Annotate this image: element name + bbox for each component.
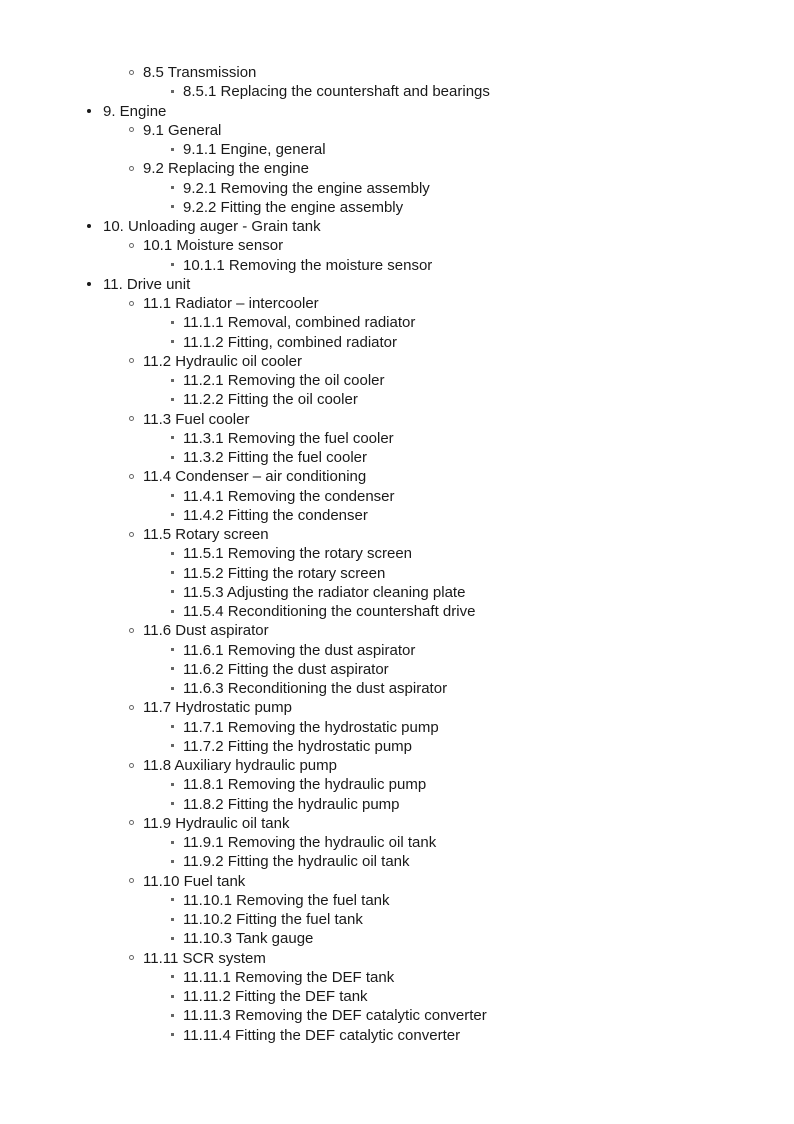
toc-entry-text: 9.2 Replacing the engine [143, 160, 309, 178]
toc-entry-level-3[interactable] [0, 910, 794, 929]
bullet-disc-icon [84, 217, 94, 236]
bullet-square-icon [167, 987, 177, 1006]
toc-entry-text: 11.2 Hydraulic oil cooler [143, 352, 302, 370]
toc-entry-level-1[interactable] [0, 217, 794, 236]
toc-entry-level-3[interactable] [0, 660, 794, 679]
toc-entry-text: 11.4.2 Fitting the condenser [183, 506, 368, 524]
bullet-circle-icon [126, 525, 136, 544]
bullet-square-icon [167, 660, 177, 679]
toc-entry-level-2[interactable] [0, 410, 794, 429]
toc-entry-level-3[interactable] [0, 544, 794, 563]
toc-entry-text: 11.8.1 Removing the hydraulic pump [183, 776, 427, 794]
toc-entry-text: 11.6.3 Reconditioning the dust aspirator [183, 680, 448, 697]
toc-entry-text: 11.11 SCR system [143, 949, 266, 967]
toc-entry-text: 11.5.1 Removing the rotary screen [183, 545, 413, 563]
bullet-square-icon [167, 487, 177, 506]
toc-entry-text: 8.5 Transmission [143, 64, 257, 81]
bullet-square-icon [167, 448, 177, 467]
bullet-square-icon [167, 775, 177, 794]
toc-entry-level-3[interactable] [0, 833, 794, 852]
toc-entry-text: 9. Engine [103, 102, 167, 120]
bullet-circle-icon [126, 236, 136, 255]
toc-entry-level-3[interactable] [0, 775, 794, 794]
toc-entry-text: 11.6 Dust aspirator [143, 622, 269, 640]
bullet-circle-icon [126, 814, 136, 833]
toc-entry-text: 10. Unloading auger - Grain tank [103, 218, 321, 235]
toc-entry-level-3[interactable] [0, 641, 794, 660]
bullet-square-icon [167, 833, 177, 852]
toc-entry-text: 9.1.1 Engine, general [183, 141, 326, 158]
bullet-square-icon [167, 737, 177, 756]
toc-entry-text: 11.9 Hydraulic oil tank [143, 814, 290, 832]
toc-entry-level-1[interactable] [0, 275, 794, 294]
toc-entry-level-2[interactable] [0, 698, 794, 717]
bullet-square-icon [167, 198, 177, 217]
toc-entry-level-3[interactable] [0, 987, 794, 1006]
bullet-square-icon [167, 891, 177, 910]
toc-entry-level-3[interactable] [0, 429, 794, 448]
toc-entry-text: 11.8 Auxiliary hydraulic pump [143, 757, 337, 774]
bullet-square-icon [167, 968, 177, 987]
toc-entry-text: 11.1.2 Fitting, combined radiator [183, 333, 398, 351]
bullet-disc-icon [84, 275, 94, 294]
toc-entry-text: 10.1 Moisture sensor [143, 237, 284, 255]
bullet-square-icon [167, 256, 177, 275]
toc-entry-level-3[interactable] [0, 852, 794, 871]
toc-entry-level-3[interactable] [0, 390, 794, 409]
toc-entry-text: 11.11.3 Removing the DEF catalytic converter [183, 1007, 487, 1025]
toc-entry-text: 11.1.1 Removal, combined radiator [183, 314, 416, 332]
bullet-square-icon [167, 1026, 177, 1045]
table-of-contents [0, 63, 794, 1045]
toc-entry-text: 11.2.2 Fitting the oil cooler [183, 391, 358, 409]
bullet-square-icon [167, 506, 177, 525]
bullet-circle-icon [126, 159, 136, 178]
bullet-square-icon [167, 583, 177, 602]
toc-entry-level-1[interactable] [0, 102, 794, 121]
toc-entry-text: 11.8.2 Fitting the hydraulic pump [183, 795, 400, 813]
toc-entry-text: 10.1.1 Removing the moisture sensor [183, 256, 433, 274]
toc-entry-level-2[interactable] [0, 63, 794, 82]
toc-entry-text: 11. Drive unit [103, 275, 191, 293]
toc-entry-level-3[interactable] [0, 583, 794, 602]
bullet-square-icon [167, 910, 177, 929]
toc-entry-text: 11.3.2 Fitting the fuel cooler [183, 449, 367, 466]
bullet-square-icon [167, 929, 177, 948]
toc-entry-level-2[interactable] [0, 294, 794, 313]
toc-entry-text: 11.7.1 Removing the hydrostatic pump [183, 718, 439, 736]
bullet-square-icon [167, 429, 177, 448]
toc-entry-text: 11.4.1 Removing the condenser [183, 487, 395, 505]
toc-entry-level-3[interactable] [0, 602, 794, 621]
bullet-circle-icon [126, 294, 136, 313]
bullet-square-icon [167, 718, 177, 737]
toc-entry-text: 9.2.1 Removing the engine assembly [183, 179, 430, 197]
toc-entry-text: 11.3.1 Removing the fuel cooler [183, 429, 394, 447]
toc-entry-text: 11.10.1 Removing the fuel tank [183, 891, 390, 909]
toc-entry-text: 11.6.1 Removing the dust aspirator [183, 641, 416, 659]
toc-entry-text: 11.11.1 Removing the DEF tank [183, 968, 395, 986]
toc-entry-level-2[interactable] [0, 467, 794, 486]
bullet-circle-icon [126, 63, 136, 82]
toc-entry-level-3[interactable] [0, 1006, 794, 1025]
bullet-square-icon [167, 333, 177, 352]
toc-entry-level-2[interactable] [0, 949, 794, 968]
toc-entry-text: 11.10 Fuel tank [143, 872, 246, 890]
bullet-square-icon [167, 390, 177, 409]
toc-entry-level-3[interactable] [0, 795, 794, 814]
bullet-square-icon [167, 82, 177, 101]
bullet-square-icon [167, 1006, 177, 1025]
bullet-circle-icon [126, 352, 136, 371]
bullet-circle-icon [126, 410, 136, 429]
toc-entry-level-2[interactable] [0, 872, 794, 891]
toc-entry-text: 11.11.2 Fitting the DEF tank [183, 988, 368, 1005]
bullet-circle-icon [126, 698, 136, 717]
toc-entry-text: 11.7.2 Fitting the hydrostatic pump [183, 737, 413, 755]
toc-entry-level-3[interactable] [0, 140, 794, 159]
bullet-square-icon [167, 140, 177, 159]
toc-entry-level-3[interactable] [0, 371, 794, 390]
toc-entry-text: 11.3 Fuel cooler [143, 410, 250, 428]
toc-entry-text: 11.5.4 Reconditioning the countershaft drive [183, 603, 476, 620]
bullet-square-icon [167, 313, 177, 332]
toc-entry-text: 11.10.2 Fitting the fuel tank [183, 911, 363, 928]
toc-entry-text: 11.9.2 Fitting the hydraulic oil tank [183, 853, 410, 871]
toc-entry-level-2[interactable] [0, 159, 794, 178]
toc-entry-level-3[interactable] [0, 891, 794, 910]
bullet-circle-icon [126, 949, 136, 968]
toc-entry-level-3[interactable] [0, 1026, 794, 1045]
toc-entry-level-3[interactable] [0, 968, 794, 987]
toc-entry-text: 11.9.1 Removing the hydraulic oil tank [183, 834, 437, 851]
toc-entry-text: 8.5.1 Replacing the countershaft and bearings [183, 83, 490, 101]
bullet-square-icon [167, 179, 177, 198]
toc-entry-level-2[interactable] [0, 352, 794, 371]
bullet-circle-icon [126, 756, 136, 775]
toc-entry-text: 11.10.3 Tank gauge [183, 930, 314, 948]
toc-entry-level-2[interactable] [0, 236, 794, 255]
bullet-circle-icon [126, 121, 136, 140]
toc-entry-text: 11.2.1 Removing the oil cooler [183, 372, 385, 389]
bullet-disc-icon [84, 102, 94, 121]
toc-entry-level-3[interactable] [0, 82, 794, 101]
bullet-circle-icon [126, 872, 136, 891]
toc-entry-text: 11.7 Hydrostatic pump [143, 699, 292, 717]
bullet-square-icon [167, 679, 177, 698]
toc-entry-level-2[interactable] [0, 525, 794, 544]
toc-entry-level-3[interactable] [0, 718, 794, 737]
bullet-square-icon [167, 602, 177, 621]
toc-entry-level-3[interactable] [0, 929, 794, 948]
toc-entry-level-3[interactable] [0, 198, 794, 217]
toc-entry-text: 11.5 Rotary screen [143, 526, 269, 543]
bullet-square-icon [167, 544, 177, 563]
bullet-square-icon [167, 371, 177, 390]
toc-entry-level-2[interactable] [0, 621, 794, 640]
toc-entry-level-2[interactable] [0, 121, 794, 140]
bullet-square-icon [167, 564, 177, 583]
toc-entry-text: 11.11.4 Fitting the DEF catalytic converter [183, 1026, 461, 1044]
toc-entry-level-3[interactable] [0, 564, 794, 583]
toc-entry-level-3[interactable] [0, 256, 794, 275]
bullet-circle-icon [126, 467, 136, 486]
bullet-square-icon [167, 641, 177, 660]
toc-entry-level-3[interactable] [0, 737, 794, 756]
toc-entry-text: 11.1 Radiator – intercooler [143, 295, 319, 312]
bullet-circle-icon [126, 621, 136, 640]
toc-entry-text: 11.4 Condenser – air conditioning [143, 468, 367, 486]
toc-entry-text: 11.5.3 Adjusting the radiator cleaning plate [183, 583, 466, 601]
toc-entry-text: 9.1 General [143, 121, 222, 139]
toc-entry-level-2[interactable] [0, 756, 794, 775]
toc-entry-level-3[interactable] [0, 448, 794, 467]
bullet-square-icon [167, 795, 177, 814]
toc-entry-text: 11.5.2 Fitting the rotary screen [183, 564, 386, 582]
toc-entry-text: 11.6.2 Fitting the dust aspirator [183, 660, 389, 678]
toc-entry-level-3[interactable] [0, 179, 794, 198]
toc-entry-level-3[interactable] [0, 333, 794, 352]
toc-entry-level-3[interactable] [0, 313, 794, 332]
bullet-square-icon [167, 852, 177, 871]
toc-entry-level-2[interactable] [0, 814, 794, 833]
toc-entry-level-3[interactable] [0, 679, 794, 698]
toc-entry-text: 9.2.2 Fitting the engine assembly [183, 198, 404, 216]
toc-entry-level-3[interactable] [0, 506, 794, 525]
toc-entry-level-3[interactable] [0, 487, 794, 506]
